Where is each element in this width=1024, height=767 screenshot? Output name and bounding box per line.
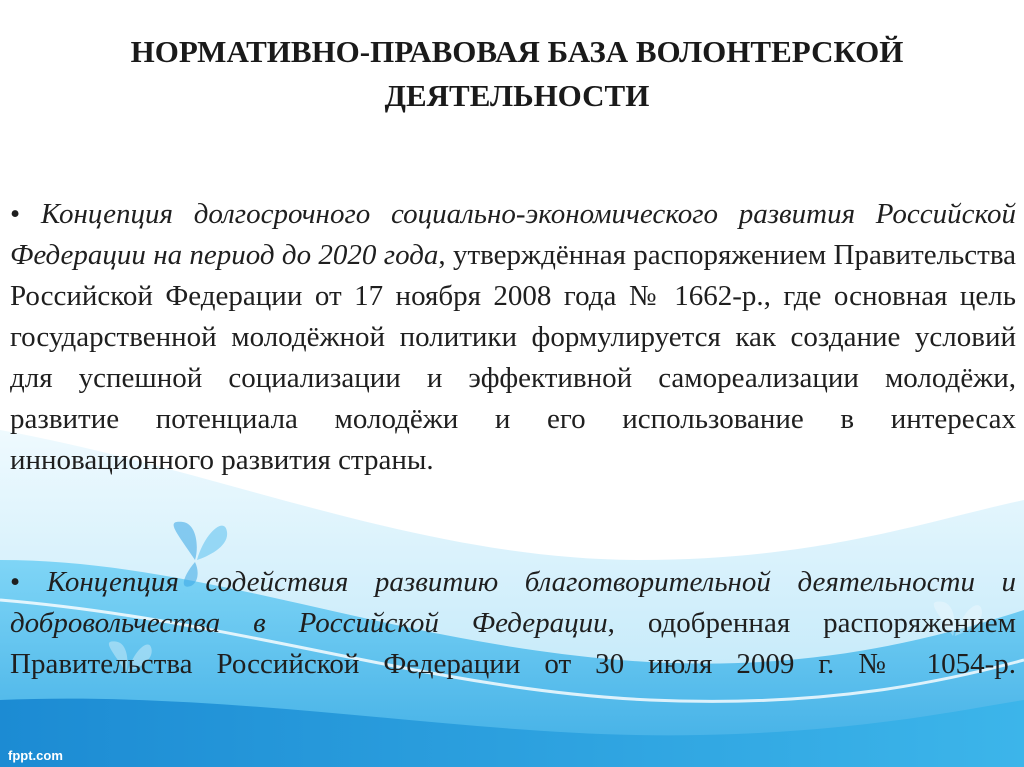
bullet-icon: • bbox=[10, 198, 21, 230]
slide-title: НОРМАТИВНО-ПРАВОВАЯ БАЗА ВОЛОНТЕРСКОЙ ДЕЯТЕЛЬНОСТИ bbox=[130, 34, 904, 113]
list-item bbox=[10, 562, 1016, 685]
item-italic-text: Концепция содействия развитию благотворительной деятельности и добровольчества в Российской Федерации bbox=[10, 566, 1016, 639]
item-text: , утверждённая распоряжением Правительства Российской Федерации от 17 ноября 2008 года № 1662-р., где основная цель государственной молодёжной политики формулируется как создание условий для успешной социализации и эффективной самореализации молодёжи, развитие потенциала молодёжи и его использование в интересах инновационного развития страны. bbox=[10, 239, 1016, 476]
watermark: fppt.com bbox=[8, 748, 63, 763]
bullet-icon: • bbox=[10, 566, 21, 598]
list-item bbox=[10, 194, 1016, 481]
item-italic-text: Концепция долгосрочного социально-экономического развития Российской Федерации на период до 2020 года bbox=[10, 198, 1017, 271]
item-text: , одобренная распоряжением Правительства Российской Федерации от 30 июля 2009 г. № 1054-р. bbox=[10, 607, 1017, 680]
